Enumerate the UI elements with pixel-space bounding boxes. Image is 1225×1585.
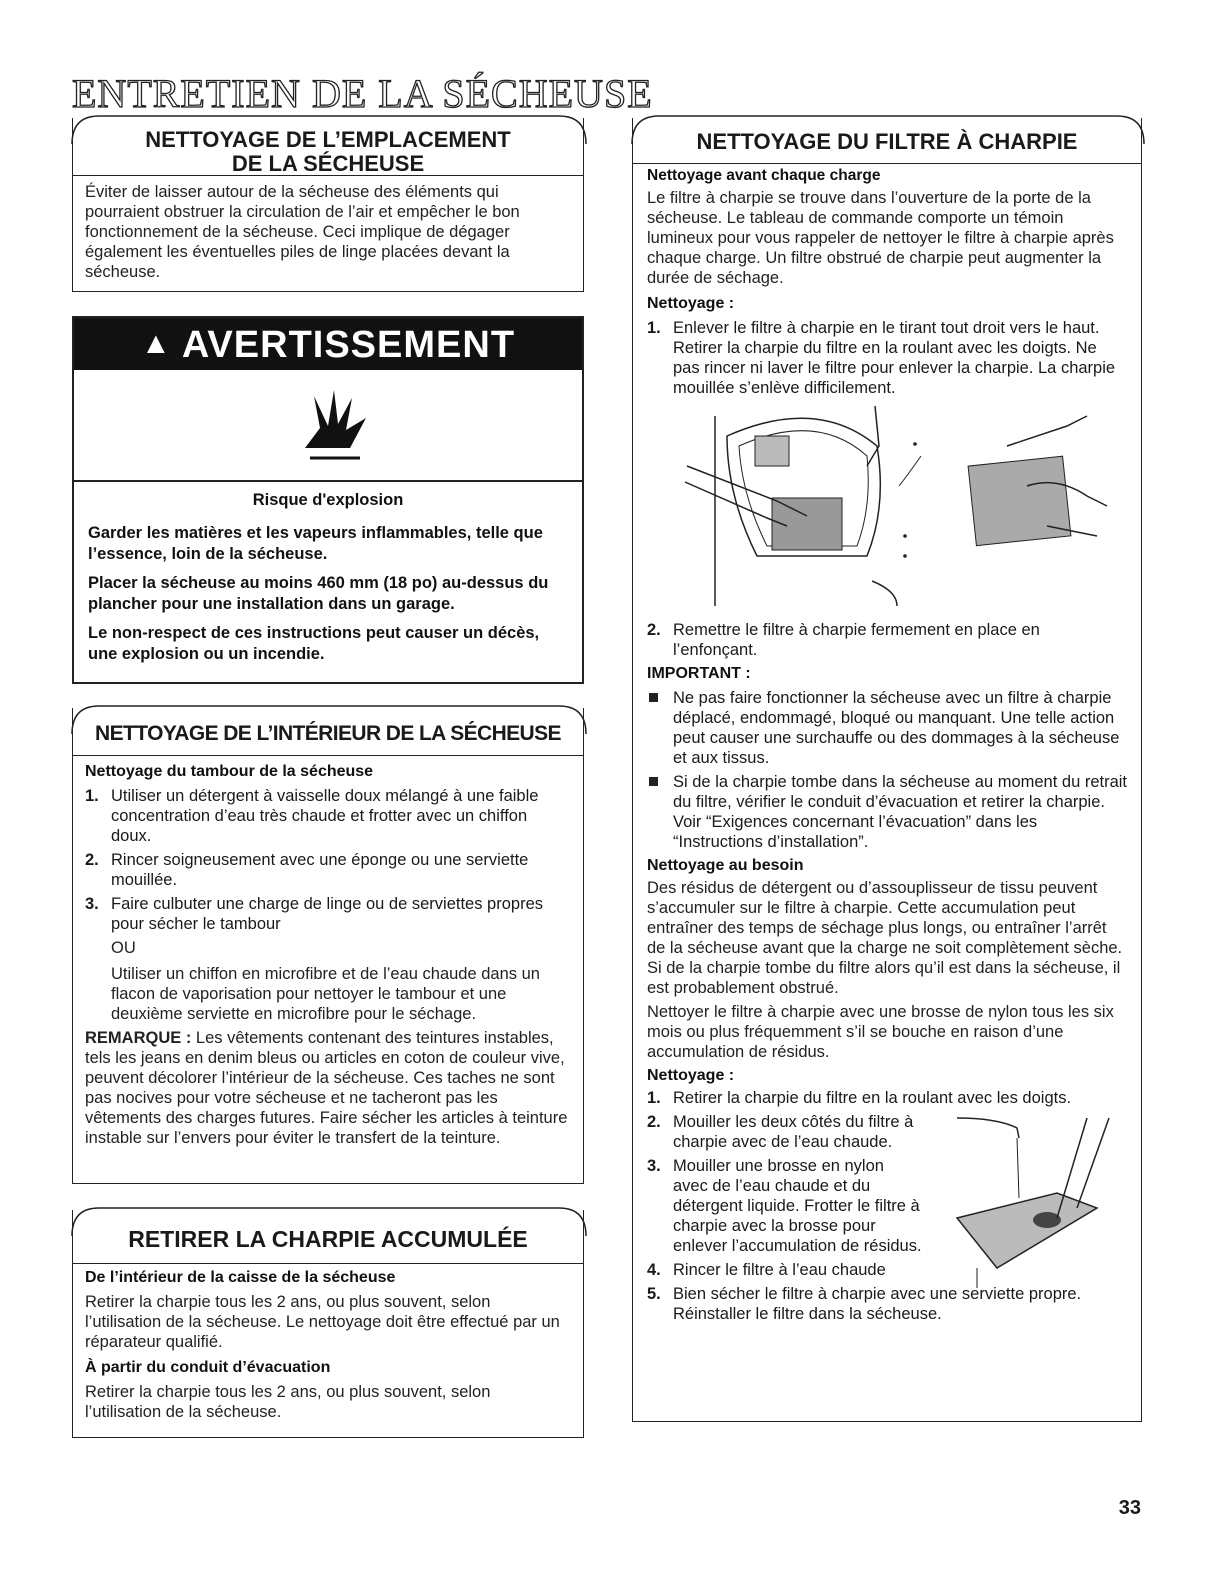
location-section bbox=[72, 118, 584, 292]
list-item: 2. Rincer soigneusement avec une éponge ou une serviette mouillée. bbox=[85, 851, 529, 889]
location-heading bbox=[73, 128, 583, 176]
lint-accum-section bbox=[72, 1210, 584, 1438]
note-label: REMARQUE : bbox=[85, 1029, 192, 1047]
filter-text-need-2: Nettoyer le filtre à charpie avec une brosse de nylon tous les six mois ou plus fréquemment s’il se bouche en raison d’une accumulation de résidus. bbox=[647, 1003, 1114, 1061]
filter-sub-clean-2: Nettoyage : bbox=[647, 1067, 735, 1084]
list-item: Si de la charpie tombe dans la sécheuse au moment du retrait du filtre, vérifier le conduit d’évacuation et retirer la charpie. Voir “Exigences concernant l’évacuation” dans les “Instructions d’installation”. bbox=[647, 772, 1127, 852]
list-item: 2. Mouiller les deux côtés du filtre à charpie avec de l’eau chaude. bbox=[647, 1113, 914, 1151]
important-label: IMPORTANT : bbox=[647, 665, 751, 682]
lint-accum-heading: RETIRER LA CHARPIE ACCUMULÉE bbox=[73, 1218, 583, 1264]
list-item: Ne pas faire fonctionner la sécheuse avec un filtre à charpie déplacé, endommagé, bloqué ou manquant. Une telle action peut causer une surchauffe ou des dommages à la sécheuse et aux tissus. bbox=[647, 688, 1127, 768]
location-body: Éviter de laisser autour de la sécheuse des éléments qui pourraient obstruer la circulation de l’air et empêcher le bon fonctionnement de la sécheuse. Ceci implique de dégager également les éventuelles piles de linge placées devant la sécheuse. bbox=[85, 183, 520, 281]
interior-heading: NETTOYAGE DE L’INTÉRIEUR DE LA SÉCHEUSE bbox=[73, 716, 583, 756]
interior-note bbox=[85, 1028, 571, 1148]
list-item: 3. Faire culbuter une charge de linge ou de serviettes propres pour sécher le tambour bbox=[85, 895, 544, 933]
list-item: 1. Retirer la charpie du filtre en la roulant avec les doigts. bbox=[647, 1089, 1072, 1107]
page-title: ENTRETIEN DE LA SÉCHEUSE bbox=[72, 71, 653, 116]
page-number: 33 bbox=[1118, 1497, 1141, 1519]
lint-accum-sub2: À partir du conduit d’évacuation bbox=[85, 1359, 331, 1376]
lint-accum-text2: Retirer la charpie tous les 2 ans, ou plus souvent, selon l’utilisation de la sécheuse. bbox=[85, 1383, 491, 1421]
lint-accum-text1: Retirer la charpie tous les 2 ans, ou plus souvent, selon l’utilisation de la sécheuse. Le nettoyage doit être effectué par un réparateur qualifié. bbox=[85, 1293, 560, 1351]
explosion-icon bbox=[300, 388, 370, 468]
lint-accum-sub1: De l’intérieur de la caisse de la sécheuse bbox=[85, 1269, 396, 1286]
interior-steps bbox=[85, 786, 571, 934]
location-heading-line2: DE LA SÉCHEUSE bbox=[231, 151, 425, 176]
filter-sub-need: Nettoyage au besoin bbox=[647, 857, 804, 874]
interior-section bbox=[72, 708, 584, 1184]
location-heading-line1: NETTOYAGE DE L’EMPLACEMENT bbox=[145, 127, 511, 152]
filter-washing-illustration bbox=[937, 1098, 1127, 1288]
interior-or: OU bbox=[111, 939, 136, 957]
warning-band bbox=[74, 318, 582, 370]
interior-subheading: Nettoyage du tambour de la sécheuse bbox=[85, 763, 374, 780]
list-item: 3. Mouiller une brosse en nylon avec de l’eau chaude et du détergent liquide. Frotter le filtre à charpie avec la brosse pour enlever l’accumulation de résidus. bbox=[647, 1157, 922, 1255]
list-item: 1. Utiliser un détergent à vaisselle doux mélangé à une faible concentration d’eau très chaude et frotter avec un chiffon doux. bbox=[85, 787, 539, 845]
list-item: 5. Bien sécher le filtre à charpie avec une serviette propre. Réinstaller le filtre dans la sécheuse. bbox=[647, 1285, 1082, 1323]
warning-line-2: Placer la sécheuse au moins 460 mm (18 po) au-dessus du plancher pour une installation dans un garage. bbox=[88, 574, 549, 613]
list-item: 2. Remettre le filtre à charpie fermement en place en l’enfonçant. bbox=[647, 621, 1040, 659]
filter-sub-clean: Nettoyage : bbox=[647, 295, 735, 312]
list-item: 4. Rincer le filtre à l’eau chaude bbox=[647, 1261, 886, 1279]
filter-text-each: Le filtre à charpie se trouve dans l’ouverture de la porte de la sécheuse. Le tableau de commande comporte un témoin lumineux pour vous rappeler de nettoyer le filtre à charpie après chaque charge. Un filtre obstrué de charpie peut augmenter la durée de séchage. bbox=[647, 189, 1114, 287]
filter-removal-illustration bbox=[667, 406, 1137, 616]
warning-triangle-icon: ▲ bbox=[140, 327, 172, 360]
note-text: Les vêtements contenant des teintures instables, tels les jeans en denim bleus ou articles en coton de couleur vive, peuvent décolorer l’intérieur de la sécheuse. Ces taches ne sont pas nocives pour votre sécheuse et ne tacheront pas les vêtements des charges futures. Faire sécher les articles à teinture instable sur l’envers pour éviter le transfert de la teinture. bbox=[85, 1029, 568, 1147]
warning-box bbox=[72, 316, 584, 684]
warning-title: Risque d'explosion bbox=[252, 491, 404, 509]
interior-alt: Utiliser un chiffon en microfibre et de l’eau chaude dans un flacon de vaporisation pour nettoyer le tambour et une deuxième serviette en microfibre pour le séchage. bbox=[111, 965, 540, 1023]
warning-label: AVERTISSEMENT bbox=[181, 324, 516, 366]
filter-sub-each: Nettoyage avant chaque charge bbox=[647, 167, 881, 184]
warning-line-1: Garder les matières et les vapeurs inflammables, telle que l’essence, loin de la sécheuse. bbox=[88, 524, 543, 563]
filter-heading: NETTOYAGE DU FILTRE À CHARPIE bbox=[633, 124, 1141, 164]
filter-text-need-1: Des résidus de détergent ou d’assouplisseur de tissu peuvent s’accumuler sur le filtre à charpie. Cette accumulation peut entraîner des temps de séchage plus longs, ou entraîner l’arrêt de la sécheuse avant que la charge ne soit complètement sèche. Si de la charpie tombe du filtre alors qu’il est dans la sécheuse, il est probablement obstrué. bbox=[647, 879, 1123, 997]
explosion-icon-area bbox=[74, 370, 582, 482]
filter-section bbox=[632, 118, 1142, 1422]
warning-line-3: Le non-respect de ces instructions peut causer un décès, une explosion ou un incendie. bbox=[88, 624, 540, 663]
list-item: 1. Enlever le filtre à charpie en le tirant tout droit vers le haut. Retirer la charpie du filtre en la roulant avec les doigts. Ne pas rincer ni laver le filtre pour enlever la charpie. La charpie mouillée s’enlève difficilement. bbox=[647, 319, 1116, 397]
important-list bbox=[647, 688, 1127, 852]
